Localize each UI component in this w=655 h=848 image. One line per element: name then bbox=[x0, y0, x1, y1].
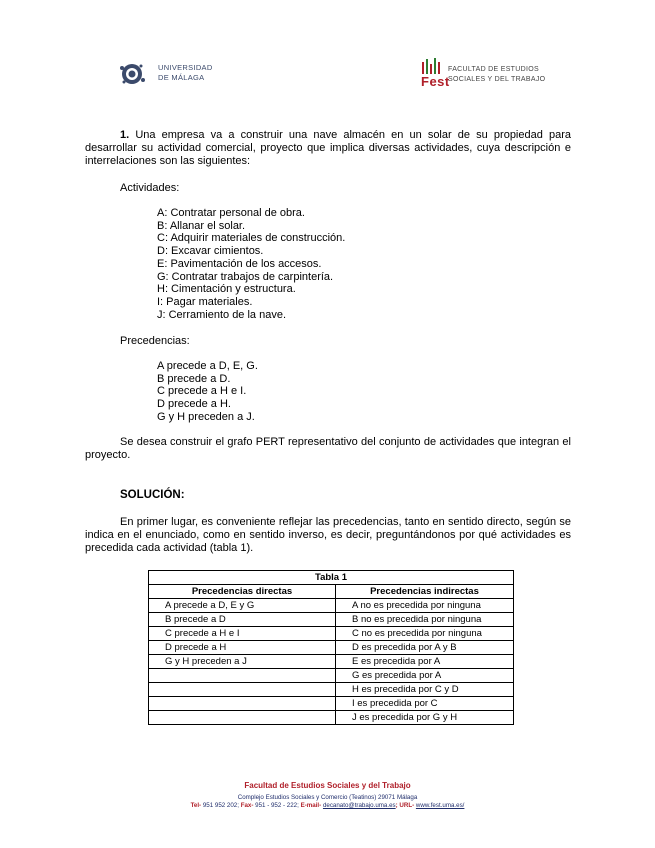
table-row bbox=[149, 697, 514, 711]
list-item: A: Contratar personal de obra. bbox=[157, 207, 305, 219]
table-cell: J es precedida por G y H bbox=[336, 711, 514, 725]
footer-contact: Tel- 951 952 202; Fax- 951 - 952 - 222; E-mail- decanato@trabajo.uma.es; URL- www.fest.uma.es/ bbox=[190, 802, 465, 809]
solution-intro: En primer lugar, es conveniente reflejar las precedencias, tanto en sentido directo, según se indica en el enunciado, como en sentido inverso, es decir, preguntándonos por qué actividades es precedida cada actividad (tabla 1). bbox=[85, 516, 571, 554]
list-item: J: Cerramiento de la nave. bbox=[157, 308, 287, 321]
university-name: UNIVERSIDAD DE MÁLAGA bbox=[158, 63, 213, 82]
table-cell: A no es precedida por ninguna bbox=[336, 599, 514, 613]
table-row bbox=[149, 599, 514, 613]
faculty-acronym: Fest bbox=[421, 74, 450, 89]
list-item: I: Pagar materiales. bbox=[157, 295, 253, 308]
list-item: C precede a H e I. bbox=[157, 385, 247, 398]
footer-address: Complejo Estudios Sociales y Comercio (Teatinos) 29071 Málaga bbox=[237, 794, 418, 801]
table-cell: E es precedida por A bbox=[336, 655, 514, 669]
table-row bbox=[149, 669, 514, 683]
email-link[interactable]: decanato@trabajo.uma.es bbox=[322, 802, 396, 809]
table-cell: G es precedida por A bbox=[336, 669, 514, 683]
table-row bbox=[149, 613, 514, 627]
table-cell: H es precedida por C y D bbox=[336, 683, 514, 697]
table-title-row bbox=[149, 571, 514, 585]
list-item: G: Contratar trabajos de carpintería. bbox=[157, 270, 334, 283]
table-cell: I es precedida por C bbox=[336, 697, 514, 711]
solution-heading: SOLUCIÓN: bbox=[120, 489, 185, 501]
list-item: D precede a H. bbox=[157, 398, 231, 411]
list-item: H: Cimentación y estructura. bbox=[157, 283, 296, 296]
list-item: G y H preceden a J. bbox=[157, 410, 255, 423]
table-cell: D es precedida por A y B bbox=[336, 641, 514, 655]
table-cell: D precede a H bbox=[149, 641, 336, 655]
table-cell: A precede a D, E y G bbox=[149, 599, 336, 613]
column-header-indirect: Precedencias indirectas bbox=[336, 585, 514, 599]
table-cell: B precede a D bbox=[149, 613, 336, 627]
table-cell bbox=[149, 669, 336, 683]
footer-title: Facultad de Estudios Sociales y del Trabajo bbox=[244, 781, 411, 790]
website-link[interactable]: www.fest.uma.es/ bbox=[415, 802, 465, 809]
precedences-label: Precedencias: bbox=[120, 335, 190, 347]
table-cell: G y H preceden a J bbox=[149, 655, 336, 669]
table-row bbox=[149, 683, 514, 697]
table-row bbox=[149, 627, 514, 641]
column-header-direct: Precedencias directas bbox=[149, 585, 336, 599]
table-cell bbox=[149, 697, 336, 711]
exercise-number: 1. bbox=[120, 129, 130, 141]
list-item: D: Excavar cimientos. bbox=[157, 245, 264, 258]
exercise-question: Se desea construir el grafo PERT representativo del conjunto de actividades que integran el proyecto. bbox=[85, 436, 571, 461]
table-header-row bbox=[149, 585, 514, 599]
precedences-list bbox=[157, 360, 258, 424]
activities-list bbox=[157, 207, 345, 321]
faculty-name: FACULTAD DE ESTUDIOS SOCIALES Y DEL TRABAJO bbox=[448, 66, 546, 83]
list-item: B precede a D. bbox=[157, 372, 231, 385]
table-row bbox=[149, 641, 514, 655]
list-item: C: Adquirir materiales de construcción. bbox=[157, 232, 346, 245]
table-cell bbox=[149, 711, 336, 725]
table-cell: C precede a H e I bbox=[149, 627, 336, 641]
table-cell bbox=[149, 683, 336, 697]
exercise-statement: 1. Una empresa va a construir una nave almacén en un solar de su propiedad para desarrollar su actividad comercial, proyecto que implica diversas actividades, cuya descripción e interrelaciones son las siguientes: bbox=[85, 129, 571, 167]
table-title: Tabla 1 bbox=[149, 571, 514, 585]
table-cell: B no es precedida por ninguna bbox=[336, 613, 514, 627]
table-row bbox=[149, 655, 514, 669]
list-item: E: Pavimentación de los accesos. bbox=[157, 257, 322, 270]
table-cell: C no es precedida por ninguna bbox=[336, 627, 514, 641]
table-row bbox=[149, 711, 514, 725]
list-item: B: Allanar el solar. bbox=[157, 219, 246, 232]
precedences-table bbox=[148, 570, 514, 725]
activities-label: Actividades: bbox=[120, 182, 180, 194]
list-item: A precede a D, E, G. bbox=[157, 360, 258, 372]
